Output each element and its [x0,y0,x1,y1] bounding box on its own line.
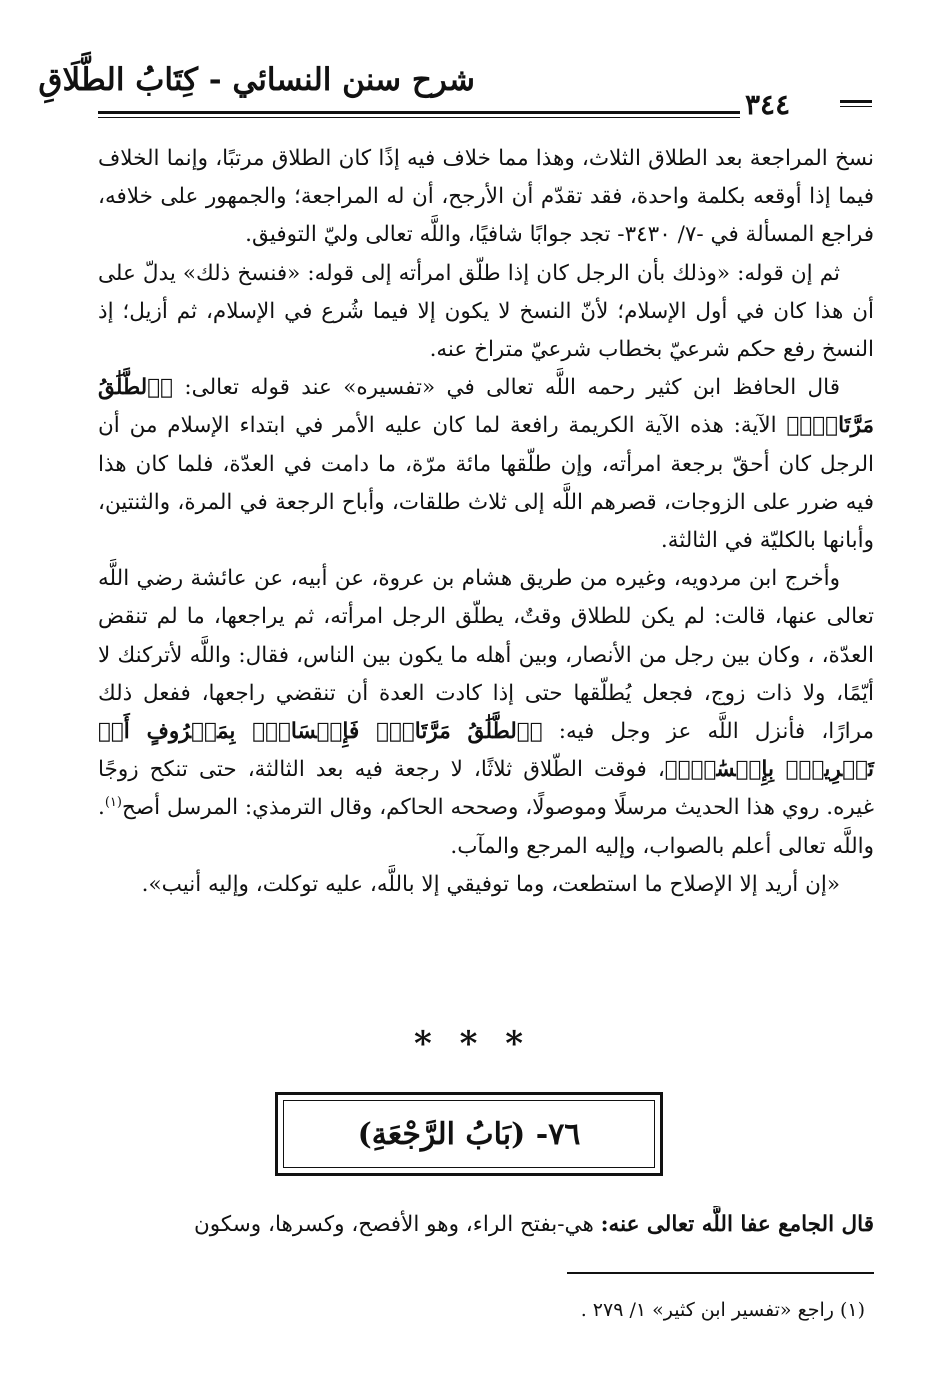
paragraph [98,560,874,866]
commentary-lead: قال الجامع عفا اللَّه تعالى عنه: [600,1212,874,1237]
page-number-rule-thin [840,106,872,107]
header-rule-thin [98,117,740,118]
chapter-heading-box [275,1092,663,1176]
running-header-title: شرح سنن النسائي - كِتَابُ الطَّلَاقِ [38,62,475,98]
paragraph: نسخ المراجعة بعد الطلاق الثلاث، وهذا مما خلاف فيه إذًا كان الطلاق مرتبًا، وإنما الخلاف فيما إذا أوقعه بكلمة واحدة، فقد تقدّم أن الأرجح، أن له المراجعة؛ والجمهور على خلافه، فراجع المسألة في -٧/ ٣٤٣٠- تجد جوابًا شافيًا، واللَّه تعالى وليّ التوفيق. [98,146,874,248]
section-separator: * * * [413,1024,531,1064]
paragraph [98,369,874,560]
main-text [98,140,874,904]
chapter-heading-inner-frame [283,1100,655,1168]
paragraph-text: قال الحافظ ابن كثير رحمه اللَّه تعالى في «تفسيره» عند قوله تعالى: [173,375,840,401]
paragraph-text: ، فوقت الطّلاق ثلاثًا، لا رجعة فيه بعد الثالثة، حتى تنكح زوجًا غيره. روي هذا الحديث مرسلًا وموصولًا، وصححه الحاكم، وقال الترمذي: المرسل أصح [98,757,874,821]
commentary-line [98,1206,874,1244]
paragraph: ثم إن قوله: «وذلك بأن الرجل كان إذا طلّق امرأته إلى قوله: «فنسخ ذلك» يدلّ على أن هذا كان في أول الإسلام؛ لأنّ النسخ لا يكون إلا فيما شُرع في الإسلام، ثم أزيل؛ إذ النسخ رفع حكم شرعيّ بخطاب شرعيّ متراخ عنه. [98,260,874,363]
quran-verse: ﴿ٱلطَّلَٰقُ مَرَّتَانِۖ﴾ [98,375,874,439]
paragraph: «إن أريد إلا الإصلاح ما استطعت، وما توفيقي إلا باللَّه، عليه توكلت، وإليه أنيب». [141,871,840,897]
header-rule [98,111,740,114]
commentary-text: هي-بفتح الراء، وهو الأفصح، وكسرها، وسكون [194,1212,601,1237]
page-number-rule [840,100,872,103]
paragraph-text: وأخرج ابن مردويه، وغيره من طريق هشام بن عروة، عن أبيه، عن عائشة رضي اللَّه تعالى عنها، قالت: لم يكن للطلاق وقتٌ، يطلّق الرجل امرأته، ثم يراجعها، ما لم تنقض العدّة، ، وكان بين رجل من الأنصار، وبين أهله ما يكون بين الناس، فقال: واللَّه لأتركنك لا أيّمًا، ولا ذات زوج، فجعل يُطلّقها حتى إذا كادت العدة أن تنقضي راجعها، ففعل ذلك مرارًا، فأنزل اللَّه عز وجل فيه: [98,566,874,745]
footnote-reference[interactable]: (١) [104,795,122,811]
quran-verse: ﴿ٱلطَّلَٰقُ مَرَّتَانِۖ فَإِمۡسَاكُۢ بِمَعۡرُوفٍ أَوۡ تَسۡرِيحُۢ بِإِحۡسَٰنٖۗ﴾ [98,719,874,783]
paragraph-text: . واللَّه تعالى أعلم بالصواب، وإليه المرجع والمآب. [98,795,874,859]
footnote: (١) راجع «تفسير ابن كثير» ١/ ٢٧٩ . [580,1299,865,1321]
chapter-title: ٧٦- (بَابُ الرَّجْعَةِ) [357,1116,581,1152]
footnote-rule [567,1272,874,1274]
paragraph-text: الآية: هذه الآية الكريمة رافعة لما كان عليه الأمر في ابتداء الإسلام من أن الرجل كان أحقّ برجعة امرأته، وإن طلّقها مائة مرّة، ما دامت في العدّة، فلما كان هذا فيه ضرر على الزوجات، قصرهم اللَّه إلى ثلاث طلقات، وأباح الرجعة في المرة، والثنتين، وأبانها بالكليّة في الثالثة. [98,413,874,554]
page-number: ٣٤٤ [745,88,791,121]
